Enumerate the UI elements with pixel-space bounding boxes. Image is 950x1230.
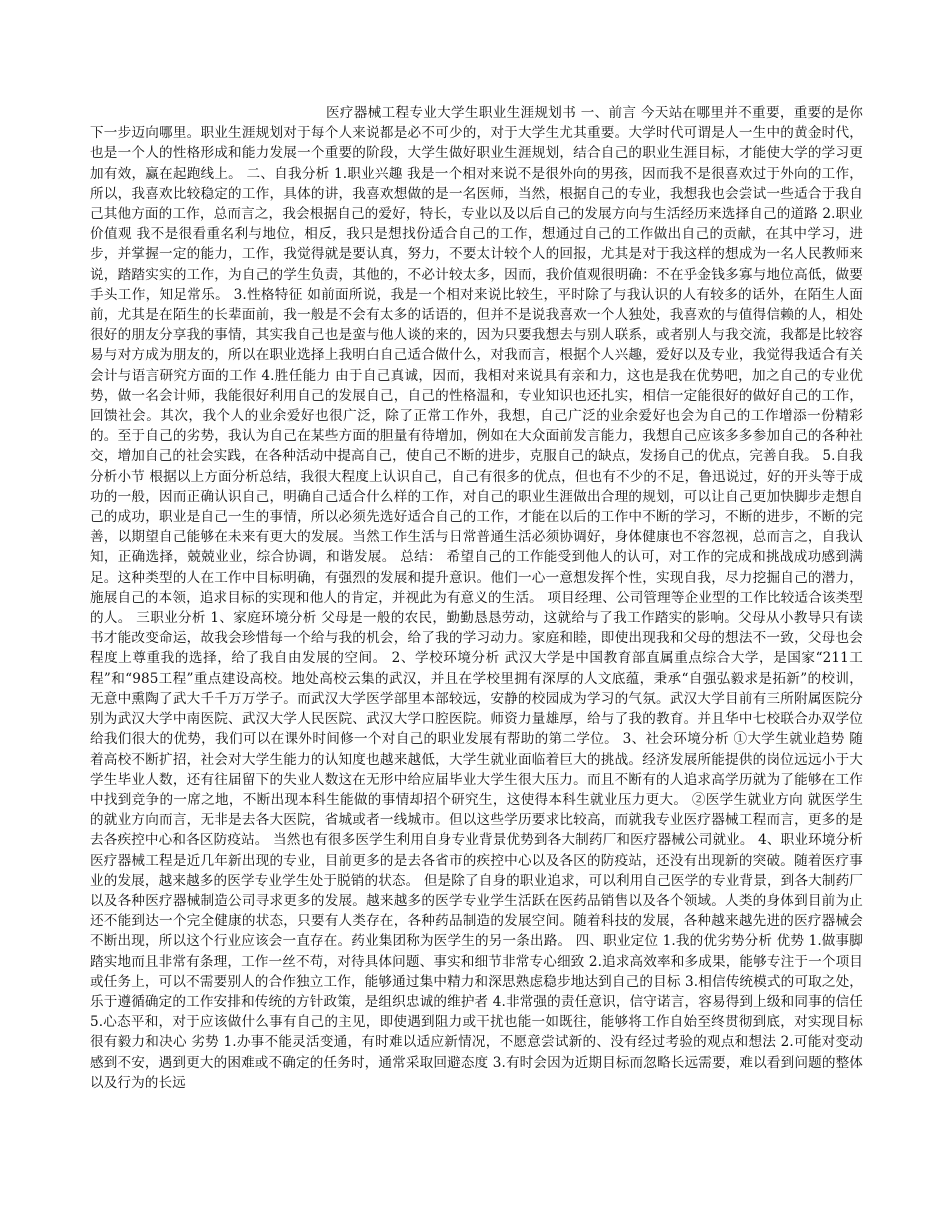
document-title-line: 医疗器械工程专业大学生职业生涯规划书 一、前言 今天站在哪里并不重要， [326, 105, 794, 121]
document-body [90, 103, 863, 1093]
document-body-text: 重要的是你下一步迈向哪里。职业生涯规划对于每个人来说都是必不可少的，对于大学生尤其重要。大学时代可谓是人一生中的黄金时代，也是一个人的性格形成和能力发展一个重要的阶段，大学生做好职业生涯规划，结合自己的职业生涯目标，才能使大学的学习更加有效，赢在起跑线上。 二、自我分析 1.职业兴趣 我是一个相对来说不是很外向的男孩，因而我不是很喜欢过于外向的工作，所以，我喜欢比较稳定的工作，具体的讲，我喜欢想做的是一名医师，当然，根据自己的专业，我想我也会尝试一些适合于我自己其他方面的工作，总而言之，我会根据自己的爱好，特长，专业以及以后自己的发展方向与生活经历来选择自己的道路 2.职业价值观 我不是很看重名利与地位，相反，我只是想找份适合自己的工作，想通过自己的工作做出自己的贡献，在其中学习，进步，并掌握一定的能力，工作，我觉得就是要认真，努力，不要太计较个人的回报，尤其是对于我这样的想成为一名人民教师来说，踏踏实实的工作，为自己的学生负责，其他的，不必计较太多，因而，我价值观很明确：不在乎金钱多寡与地位高低，做要手头工作，知足常乐。 3.性格特征 如前面所说，我是一个相对来说比较生，平时除了与我认识的人有较多的话外，在陌生人面前，尤其是在陌生的长辈面前，我一般是不会有太多的话语的，但并不是说我喜欢一个人独处，我喜欢的与值得信赖的人，相处很好的朋友分享我的事情，其实我自己也是蛮与他人谈的来的，因为只要我想去与别人联系，或者别人与我交流，我都是比较容易与对方成为朋友的，所以在职业选择上我明白自己适合做什么，对我而言，根据个人兴趣，爱好以及专业，我觉得我适合有关会计与语言研究方面的工作 4.胜任能力 由于自己真诚，因而，我相对来说具有亲和力，这也是我在优势吧，加之自己的专业优势，做一名会计师，我能很好利用自己的发展自己，自己的性格温和，专业知识也还扎实，相信一定能很好的做好自己的工作，回馈社会。其次，我个人的业余爱好也很广泛，除了正常工作外，我想，自己广泛的业余爱好也会为自己的工作增添一份精彩的。至于自己的劣势，我认为自己在某些方面的胆量有待增加，例如在大众面前发言能力，我想自己应该多多参加自己的各种社交，增加自己的社会实践，在各种活动中提高自己，使自己不断的进步，克服自己的缺点，发扬自己的优点，完善自我。 5.自我分析小节 根据以上方面分析总结，我很大程度上认识自己，自己有很多的优点，但也有不少的不足，鲁迅说过，好的开头等于成功的一般，因而正确认识自己，明确自己适合什么样的工作，对自己的职业生涯做出合理的规划，可以让自己更加快脚步走想自己的成功，职业是自己一生的事情，所以必须先选好适合自己的工作，才能在以后的工作中不断的学习，不断的进步，不断的完善，以期望自己能够在未来有更大的发展。当然工作生活与日常普通生活必须协调好，身体健康也不容忽视，总而言之，自我认知，正确选择，兢兢业业，综合协调，和谐发展。 总结： 希望自己的工作能受到他人的认可，对工作的完成和挑战成功感到满足。这种类型的人在工作中目标明确，有强烈的发展和提升意识。他们一心一意想发挥个性，实现自我，尽力挖掘自己的潜力，施展自己的本领，追求目标的实现和他人的肯定，并视此为有意义的生活。 项目经理、公司管理等企业型的工作比较适合该类型的人。 三职业分析 1、家庭环境分析 父母是一般的农民，勤勤恳恳劳动，这就给与了我工作踏实的影响。父母从小教导只有读书才能改变命运，故我会珍惜每一个给与我的机会，给了我的学习动力。家庭和睦，即使出现我和父母的想法不一致，父母也会程度上尊重我的选择，给了我自由发展的空间。 2、学校环境分析 武汉大学是中国教育部直属重点综合大学，是国家“211工程”和“985工程”重点建设高校。地处高校云集的武汉，并且在学校里拥有深厚的人文底蕴，秉承“自强弘毅求是拓新”的校训，无意中熏陶了武大千千万万学子。而武汉大学医学部里本部较远，安静的校园成为学习的气氛。武汉大学目前有三所附属医院分别为武汉大学中南医院、武汉大学人民医院、武汉大学口腔医院。师资力量雄厚，给与了我的教育。并且华中七校联合办双学位给我们很大的优势，我们可以在课外时间修一个对自己的职业发展有帮助的第二学位。 3、社会环境分析 ①大学生就业趋势 随着高校不断扩招，社会对大学生能力的认知度也越来越低，大学生就业面临着巨大的挑战。经济发展所能提供的岗位远远小于大学生毕业人数，还有往届留下的失业人数这在无形中给应届毕业大学生很大压力。而且不断有的人追求高学历就为了能够在工作中找到竞争的一席之地，不断出现本科生能做的事情却招个研究生，这使得本科生就业压力更大。 ②医学生就业方向 就医学生的就业方向而言，无非是去各大医院，省城或者一线城市。但以这些学历要求比较高，而就我专业医疗器械工程而言，更多的是去各疾控中心和各区防疫站。 当然也有很多医学生利用自身专业背景优势到各大制药厂和医疗器械公司就业。 4、职业环境分析 医疗器械工程是近几年新出现的专业，目前更多的是去各省市的疾控中心以及各区的防疫站，还没有出现新的突破。随着医疗事业的发展，越来越多的医学专业学生处于脱销的状态。 但是除了自身的职业追求，可以利用自己医学的专业背景，到各大制药厂以及各种医疗器械制造公司寻求更多的发展。越来越多的医学专业学生活跃在医药品销售以及各个领域。人类的身体到目前为止还不能到达一个完全健康的状态，只要有人类存在，各种药品制造的发展空间。随着科技的发展，各种越来越先进的医疗器械会不断出现，所以这个行业应该会一直存在。药业集团称为医学生的另一条出路。 四、职业定位 1.我的优劣势分析 优势 1.做事脚踏实地而且非常有条理，工作一丝不苟，对待具体问题、事实和细节非常专心细致 2.追求高效率和多成果，能够专注于一个项目或任务上，可以不需要别人的合作独立工作，能够通过集中精力和深思熟虑稳步地达到自己的目标 3.相信传统模式的可取之处，乐于遵循确定的工作安排和传统的方针政策，是组织忠诚的维护者 4.非常强的责任意识，信守诺言，容易得到上级和同事的信任 5.心态平和，对于应该做什么事有自己的主见，即使遇到阻力或干扰也能一如既往，能够将工作自始至终贯彻到底，对实现目标很有毅力和决心 劣势 1.办事不能灵活变通，有时难以适应新情况，不愿意尝试新的、没有经过考验的观点和想法 2.可能对变动感到不安，遇到更大的困难或不确定的任务时，通常采取回避态度 3.有时会因为近期目标而忽略长远需要，难以看到问题的整体以及行为的长远 [90, 105, 864, 1091]
document-page [90, 103, 863, 1093]
